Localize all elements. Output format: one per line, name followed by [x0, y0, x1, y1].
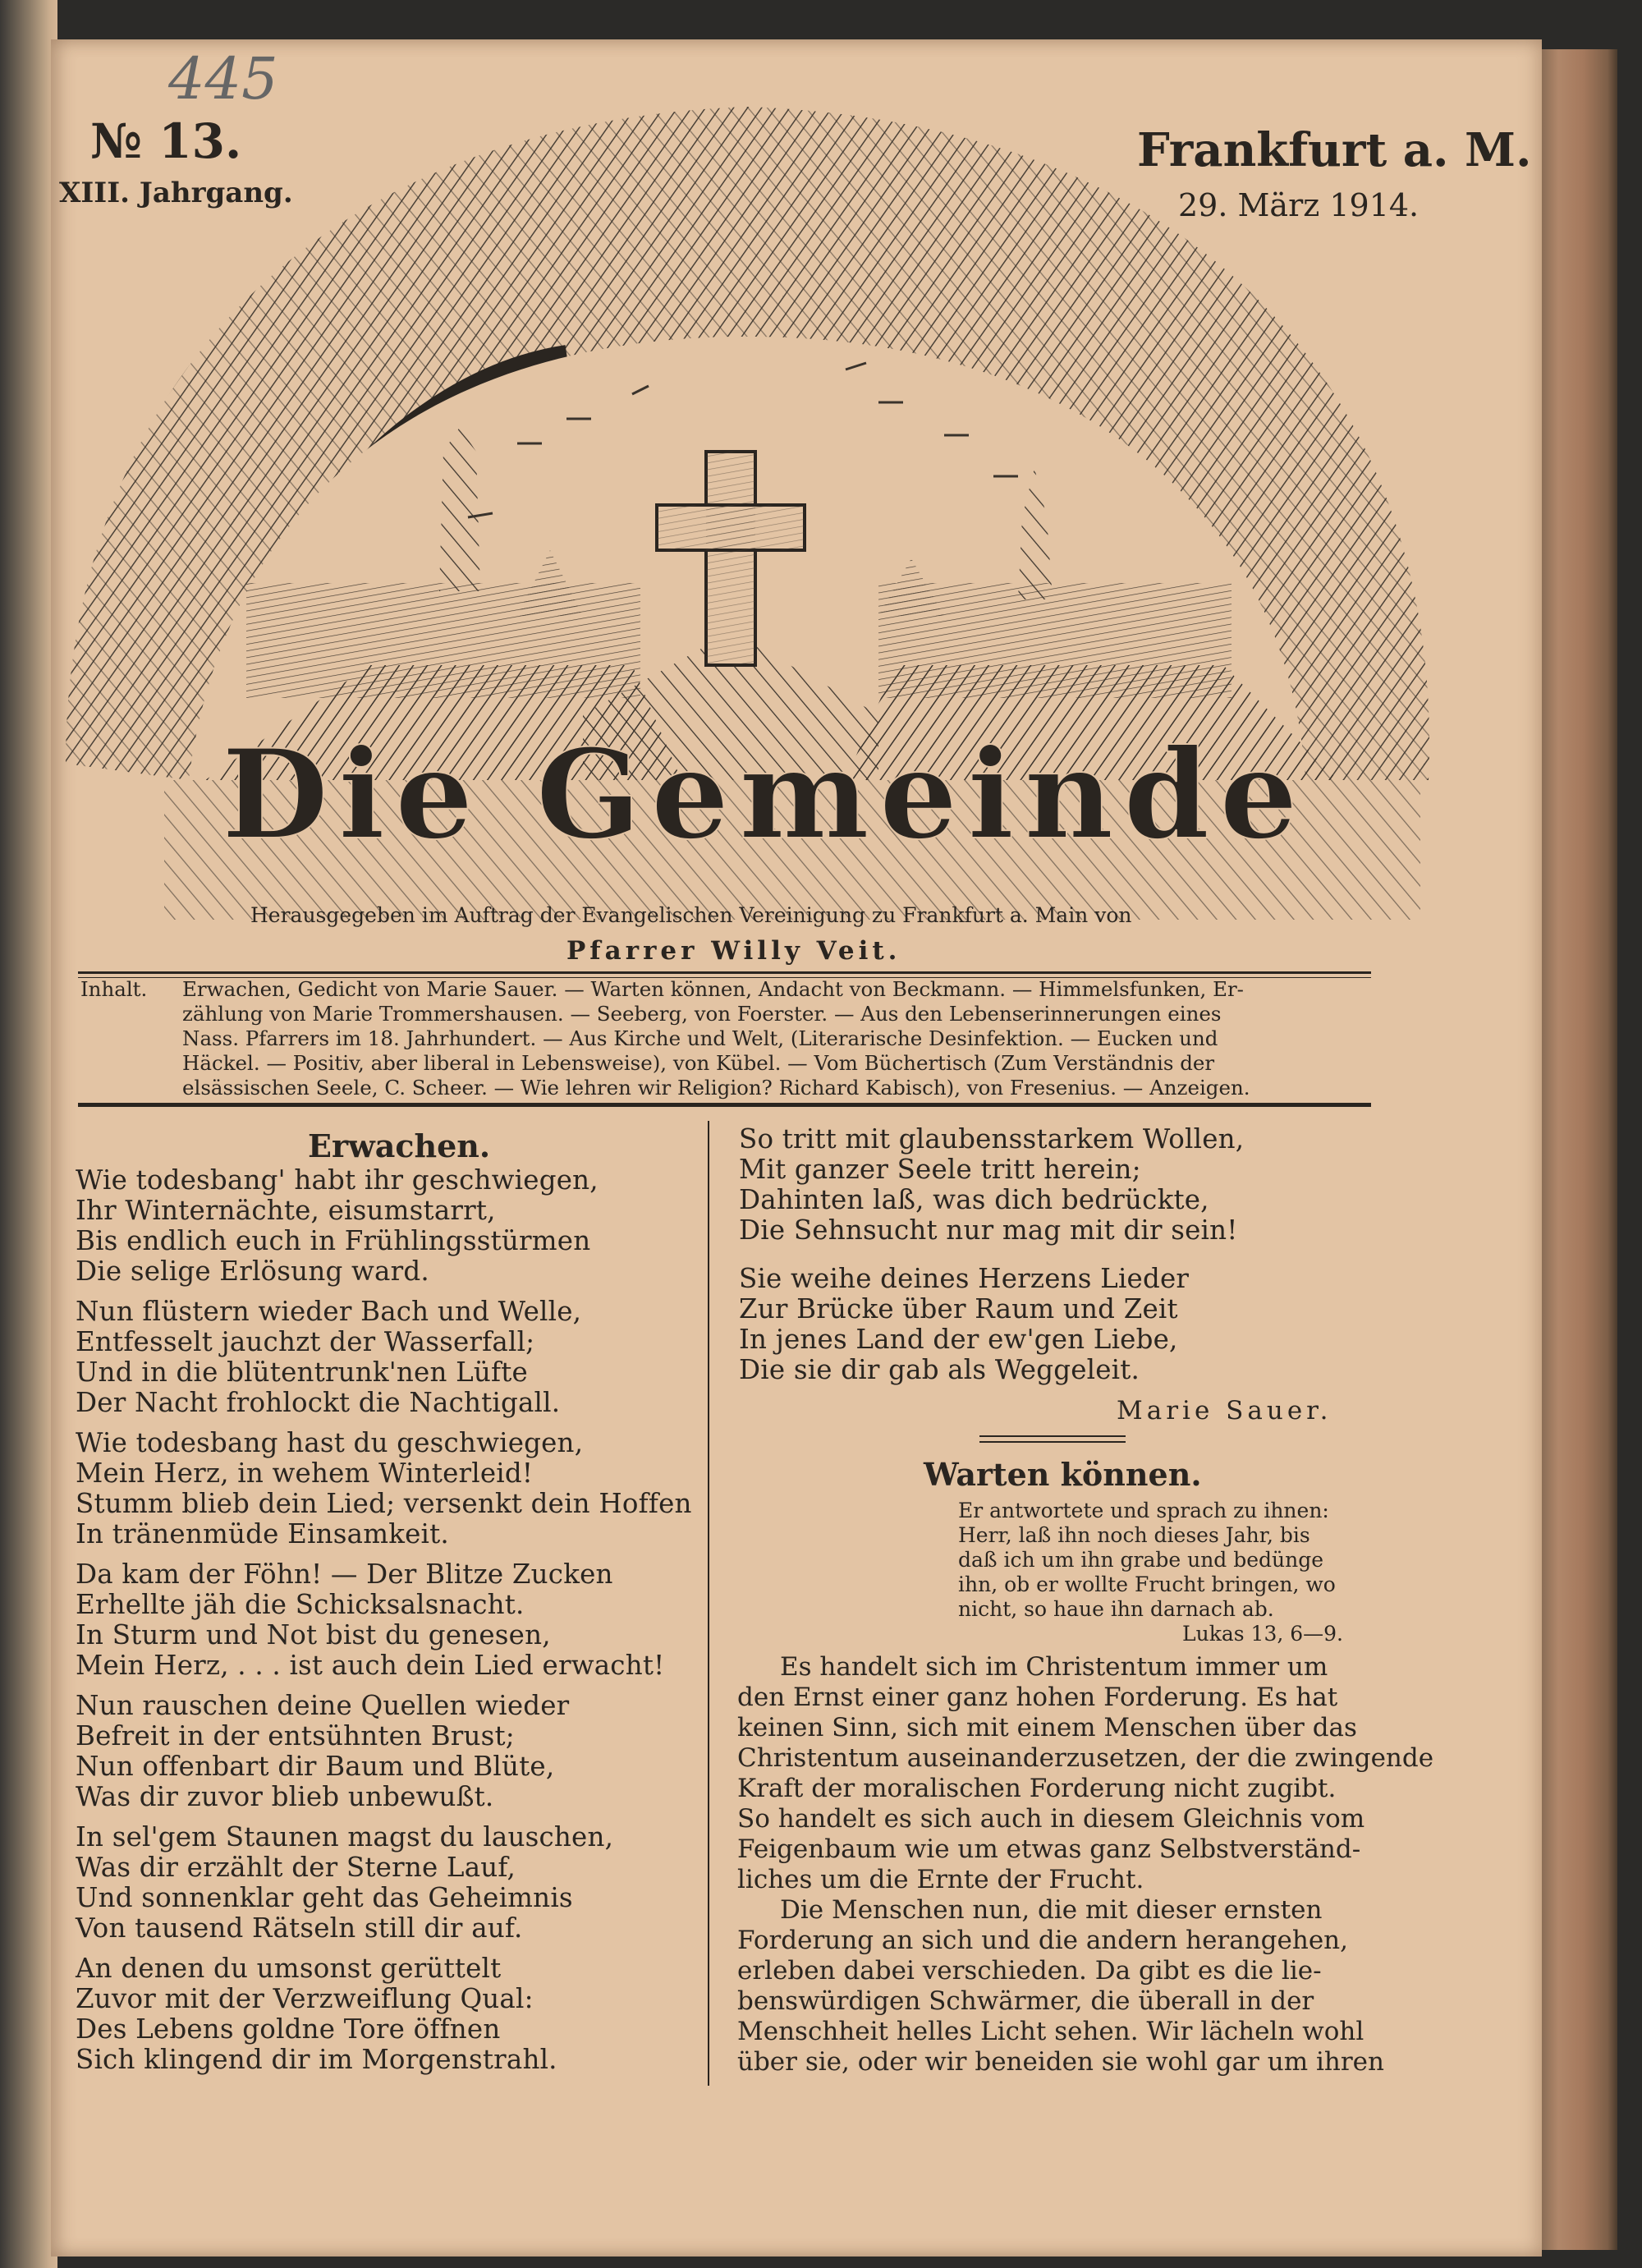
poem-line: Und sonnenklar geht das Geheimnis	[76, 1882, 573, 1913]
poem-line: Sich klingend dir im Morgenstrahl.	[76, 2044, 557, 2075]
poem-line: Mein Herz, . . . ist auch dein Lied erwacht!	[76, 1650, 665, 1681]
date-label: 29. März 1914.	[1178, 187, 1420, 223]
poem-line: Und in die blütentrunk'nen Lüfte	[76, 1357, 528, 1388]
poem-line: Nun offenbart dir Baum und Blüte,	[76, 1751, 555, 1782]
article-line: liches um die Ernte der Frucht.	[737, 1865, 1144, 1894]
poem-line: Zur Brücke über Raum und Zeit	[739, 1293, 1178, 1325]
poem-title: Erwachen.	[308, 1127, 491, 1164]
poem-line: Stumm blieb dein Lied; versenkt dein Hoffen	[76, 1488, 692, 1519]
contents-line: Nass. Pfarrers im 18. Jahrhundert. — Aus Kirche und Welt, (Literarische Desinfektion. — Eucken und	[182, 1026, 1218, 1050]
contents-line: zählung von Marie Trommershausen. — Seeberg, von Foerster. — Aus den Lebenserinnerungen eines	[182, 1002, 1222, 1026]
epigraph-line: nicht, so haue ihn darnach ab.	[958, 1597, 1274, 1621]
poem-column-left	[76, 1164, 708, 2084]
poem-author: Marie Sauer.	[1117, 1396, 1332, 1426]
poem-line: Die sie dir gab als Weggeleit.	[739, 1354, 1140, 1385]
article-line: erleben dabei verschieden. Da gibt es die lie-	[737, 1956, 1322, 1986]
book-spine	[1542, 49, 1617, 2250]
article-line: keinen Sinn, sich mit einem Menschen über das	[737, 1713, 1357, 1742]
poem-line: An denen du umsonst gerüttelt	[76, 1953, 502, 1984]
poem-line: Des Lebens goldne Tore öffnen	[76, 2013, 501, 2045]
article-line: Menschheit helles Licht sehen. Wir lächeln wohl	[737, 2017, 1365, 2046]
article-line: Forderung an sich und die andern herangehen,	[737, 1926, 1348, 1955]
poem-line: Was dir zuvor blieb unbewußt.	[76, 1781, 494, 1812]
column-divider	[708, 1121, 709, 2086]
place-label: Frankfurt a. M.	[1137, 123, 1532, 177]
poem-line: Wie todesbang' habt ihr geschwiegen,	[76, 1164, 599, 1196]
poem-line: Entfesselt jauchzt der Wasserfall;	[76, 1326, 535, 1357]
poem-line: Bis endlich euch in Frühlingsstürmen	[76, 1225, 591, 1256]
epigraph-reference: Lukas 13, 6—9.	[1182, 1622, 1343, 1646]
poem-line: Die Sehnsucht nur mag mit dir sein!	[739, 1214, 1238, 1246]
poem-line: Mein Herz, in wehem Winterleid!	[76, 1458, 534, 1489]
contents-line: Erwachen, Gedicht von Marie Sauer. — Warten können, Andacht von Beckmann. — Himmelsfunken, Er-	[182, 977, 1244, 1001]
epigraph-line: Er antwortete und sprach zu ihnen:	[958, 1499, 1329, 1522]
poem-line: Wie todesbang hast du geschwiegen,	[76, 1427, 584, 1458]
poem-line: In jenes Land der ew'gen Liebe,	[739, 1324, 1178, 1355]
article-line: über sie, oder wir beneiden sie wohl gar um ihren	[737, 2047, 1384, 2077]
publisher-line: Herausgegeben im Auftrag der Evangelischen Vereinigung zu Frankfurt a. Main von	[250, 903, 1132, 927]
poem-line: Die selige Erlösung ward.	[76, 1256, 429, 1287]
poem-line: Dahinten laß, was dich bedrückte,	[739, 1184, 1209, 1215]
article-line: Feigenbaum wie um etwas ganz Selbstverständ-	[737, 1834, 1361, 1864]
poem-line: Befreit in der entsühnten Brust;	[76, 1720, 515, 1752]
masthead-illustration	[57, 90, 1437, 920]
article-title: Warten können.	[924, 1456, 1202, 1493]
volume-label: XIII. Jahrgang.	[59, 177, 293, 209]
poem-line: Nun flüstern wieder Bach und Welle,	[76, 1296, 582, 1327]
epigraph-line: ihn, ob er wollte Frucht bringen, wo	[958, 1572, 1336, 1596]
article-line: Kraft der moralischen Forderung nicht zugibt.	[737, 1774, 1337, 1803]
contents-top-rule	[78, 971, 1371, 974]
poem-line: So tritt mit glaubensstarkem Wollen,	[739, 1123, 1245, 1155]
contents-bottom-rule	[78, 1103, 1371, 1107]
contents-label: Inhalt.	[80, 977, 148, 1001]
masthead-title: Die Gemeinde	[222, 723, 1308, 867]
article-line: benswürdigen Schwärmer, die überall in der	[737, 1986, 1314, 2016]
poem-line: In tränenmüde Einsamkeit.	[76, 1518, 449, 1549]
issue-number: № 13.	[90, 113, 242, 169]
poem-line: Zuvor mit der Verzweiflung Qual:	[76, 1983, 534, 2014]
editor-line: Pfarrer Willy Veit.	[566, 936, 901, 966]
poem-line: Nun rauschen deine Quellen wieder	[76, 1690, 570, 1721]
book-left-edge	[0, 0, 57, 2268]
article-line: Christentum auseinanderzusetzen, der die zwingende	[737, 1743, 1434, 1773]
epigraph-line: daß ich um ihn grabe und bedünge	[958, 1548, 1324, 1572]
poem-line: Von tausend Rätseln still dir auf.	[76, 1912, 523, 1944]
contents-line: elsässischen Seele, C. Scheer. — Wie lehren wir Religion? Richard Kabisch), von Fresenius. — Anzeigen.	[182, 1076, 1250, 1100]
article-body	[737, 1652, 1434, 2096]
article-line: So handelt es sich auch in diesem Gleichnis vom	[737, 1804, 1365, 1834]
section-divider	[979, 1435, 1126, 1437]
poem-line: Der Nacht frohlockt die Nachtigall.	[76, 1387, 561, 1418]
poem-line: Erhellte jäh die Schicksalsnacht.	[76, 1589, 525, 1620]
poem-line: In sel'gem Staunen magst du lauschen,	[76, 1821, 614, 1853]
poem-line: Was dir erzählt der Sterne Lauf,	[76, 1852, 516, 1883]
handwritten-page-number: 445	[168, 45, 278, 112]
epigraph-line: Herr, laß ihn noch dieses Jahr, bis	[958, 1523, 1310, 1547]
poem-line: In Sturm und Not bist du genesen,	[76, 1619, 551, 1650]
section-divider	[979, 1441, 1126, 1443]
poem-line: Ihr Winternächte, eisumstarrt,	[76, 1195, 496, 1226]
article-line: den Ernst einer ganz hohen Forderung. Es hat	[737, 1683, 1338, 1712]
poem-line: Da kam der Föhn! — Der Blitze Zucken	[76, 1559, 613, 1590]
article-line: Es handelt sich im Christentum immer um	[780, 1652, 1328, 1682]
article-line: Die Menschen nun, die mit dieser ernsten	[780, 1895, 1323, 1925]
poem-column-right	[739, 1123, 1363, 1435]
poem-line: Sie weihe deines Herzens Lieder	[739, 1263, 1190, 1294]
poem-line: Mit ganzer Seele tritt herein;	[739, 1154, 1141, 1185]
contents-line: Häckel. — Positiv, aber liberal in Lebensweise), von Kübel. — Vom Büchertisch (Zum Verständnis der	[182, 1051, 1215, 1075]
